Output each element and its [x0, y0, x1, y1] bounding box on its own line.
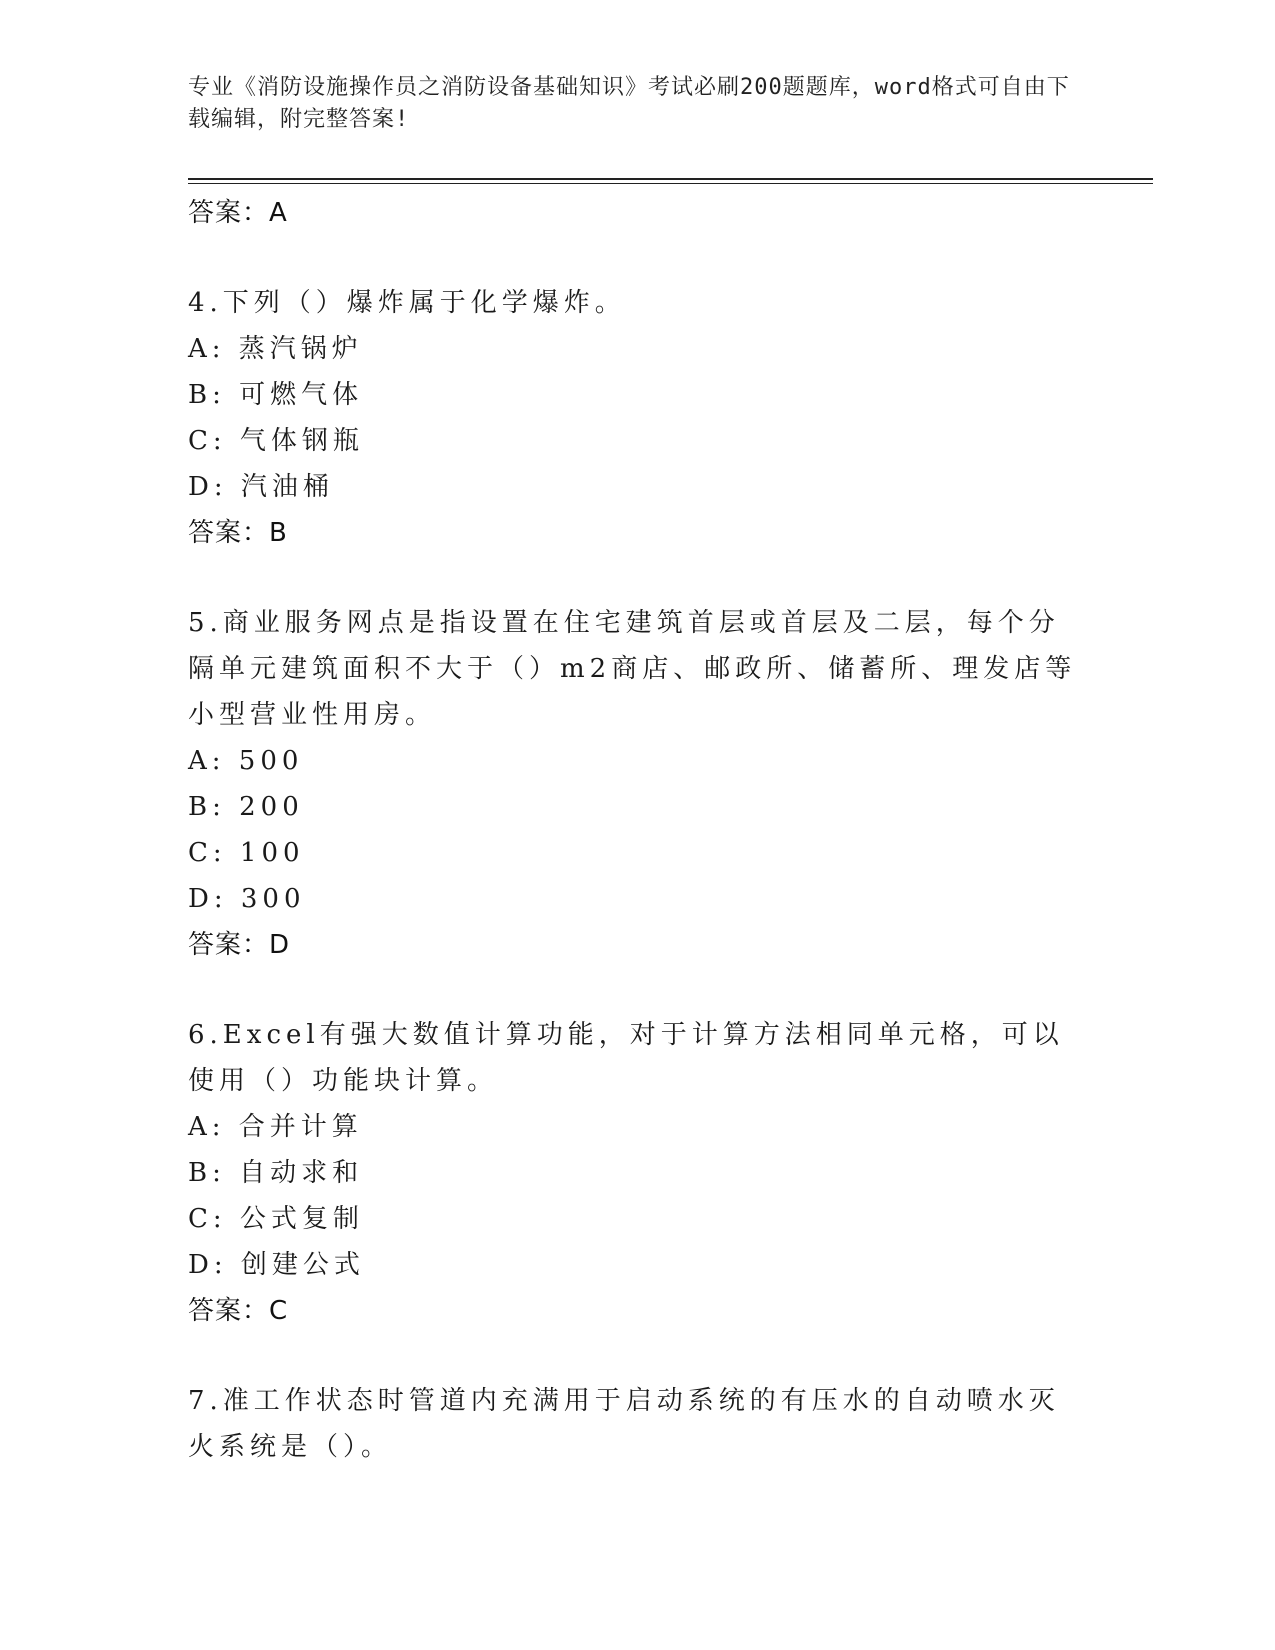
option-b: B: 可燃气体: [188, 380, 364, 410]
option-a: A: 蒸汽锅炉: [188, 334, 363, 364]
option-d: D: 300: [188, 884, 306, 914]
document-header: 专业《消防设施操作员之消防设备基础知识》考试必刷200题题库，word格式可自由下载编辑，附完整答案!: [188, 75, 1070, 132]
question-text: 7.准工作状态时管道内充满用于启动系统的有压水的自动喷水灭火系统是（）。: [188, 1386, 1060, 1462]
header-divider-thick: [188, 178, 1153, 180]
option-d: D: 创建公式: [188, 1250, 365, 1280]
answer-line: 答案：B: [188, 518, 288, 548]
question-text: 5.商业服务网点是指设置在住宅建筑首层或首层及二层，每个分隔单元建筑面积不大于（）m2商店、邮政所、储蓄所、理发店等小型营业性用房。: [188, 608, 1077, 730]
question-6: [188, 1012, 1088, 1334]
option-a: A: 500: [188, 746, 304, 776]
header-divider-thin: [188, 183, 1153, 184]
option-b: B: 自动求和: [188, 1158, 364, 1188]
option-c: C: 气体钢瓶: [188, 426, 364, 456]
question-5: [188, 600, 1088, 968]
option-b: B: 200: [188, 792, 304, 822]
document-body: [188, 190, 1088, 1470]
answer-line: 答案：D: [188, 930, 291, 960]
question-7: [188, 1378, 1088, 1470]
question-4: [188, 280, 1088, 556]
option-d: D: 汽油桶: [188, 472, 334, 502]
option-c: C: 公式复制: [188, 1204, 364, 1234]
question-text: 4.下列（）爆炸属于化学爆炸。: [188, 288, 626, 318]
answer-line: 答案：C: [188, 1296, 289, 1326]
answer-line: 答案：A: [188, 198, 288, 228]
option-a: A: 合并计算: [188, 1112, 363, 1142]
question-text: 6.Excel有强大数值计算功能，对于计算方法相同单元格，可以使用（）功能块计算。: [188, 1020, 1064, 1096]
option-c: C: 100: [188, 838, 305, 868]
